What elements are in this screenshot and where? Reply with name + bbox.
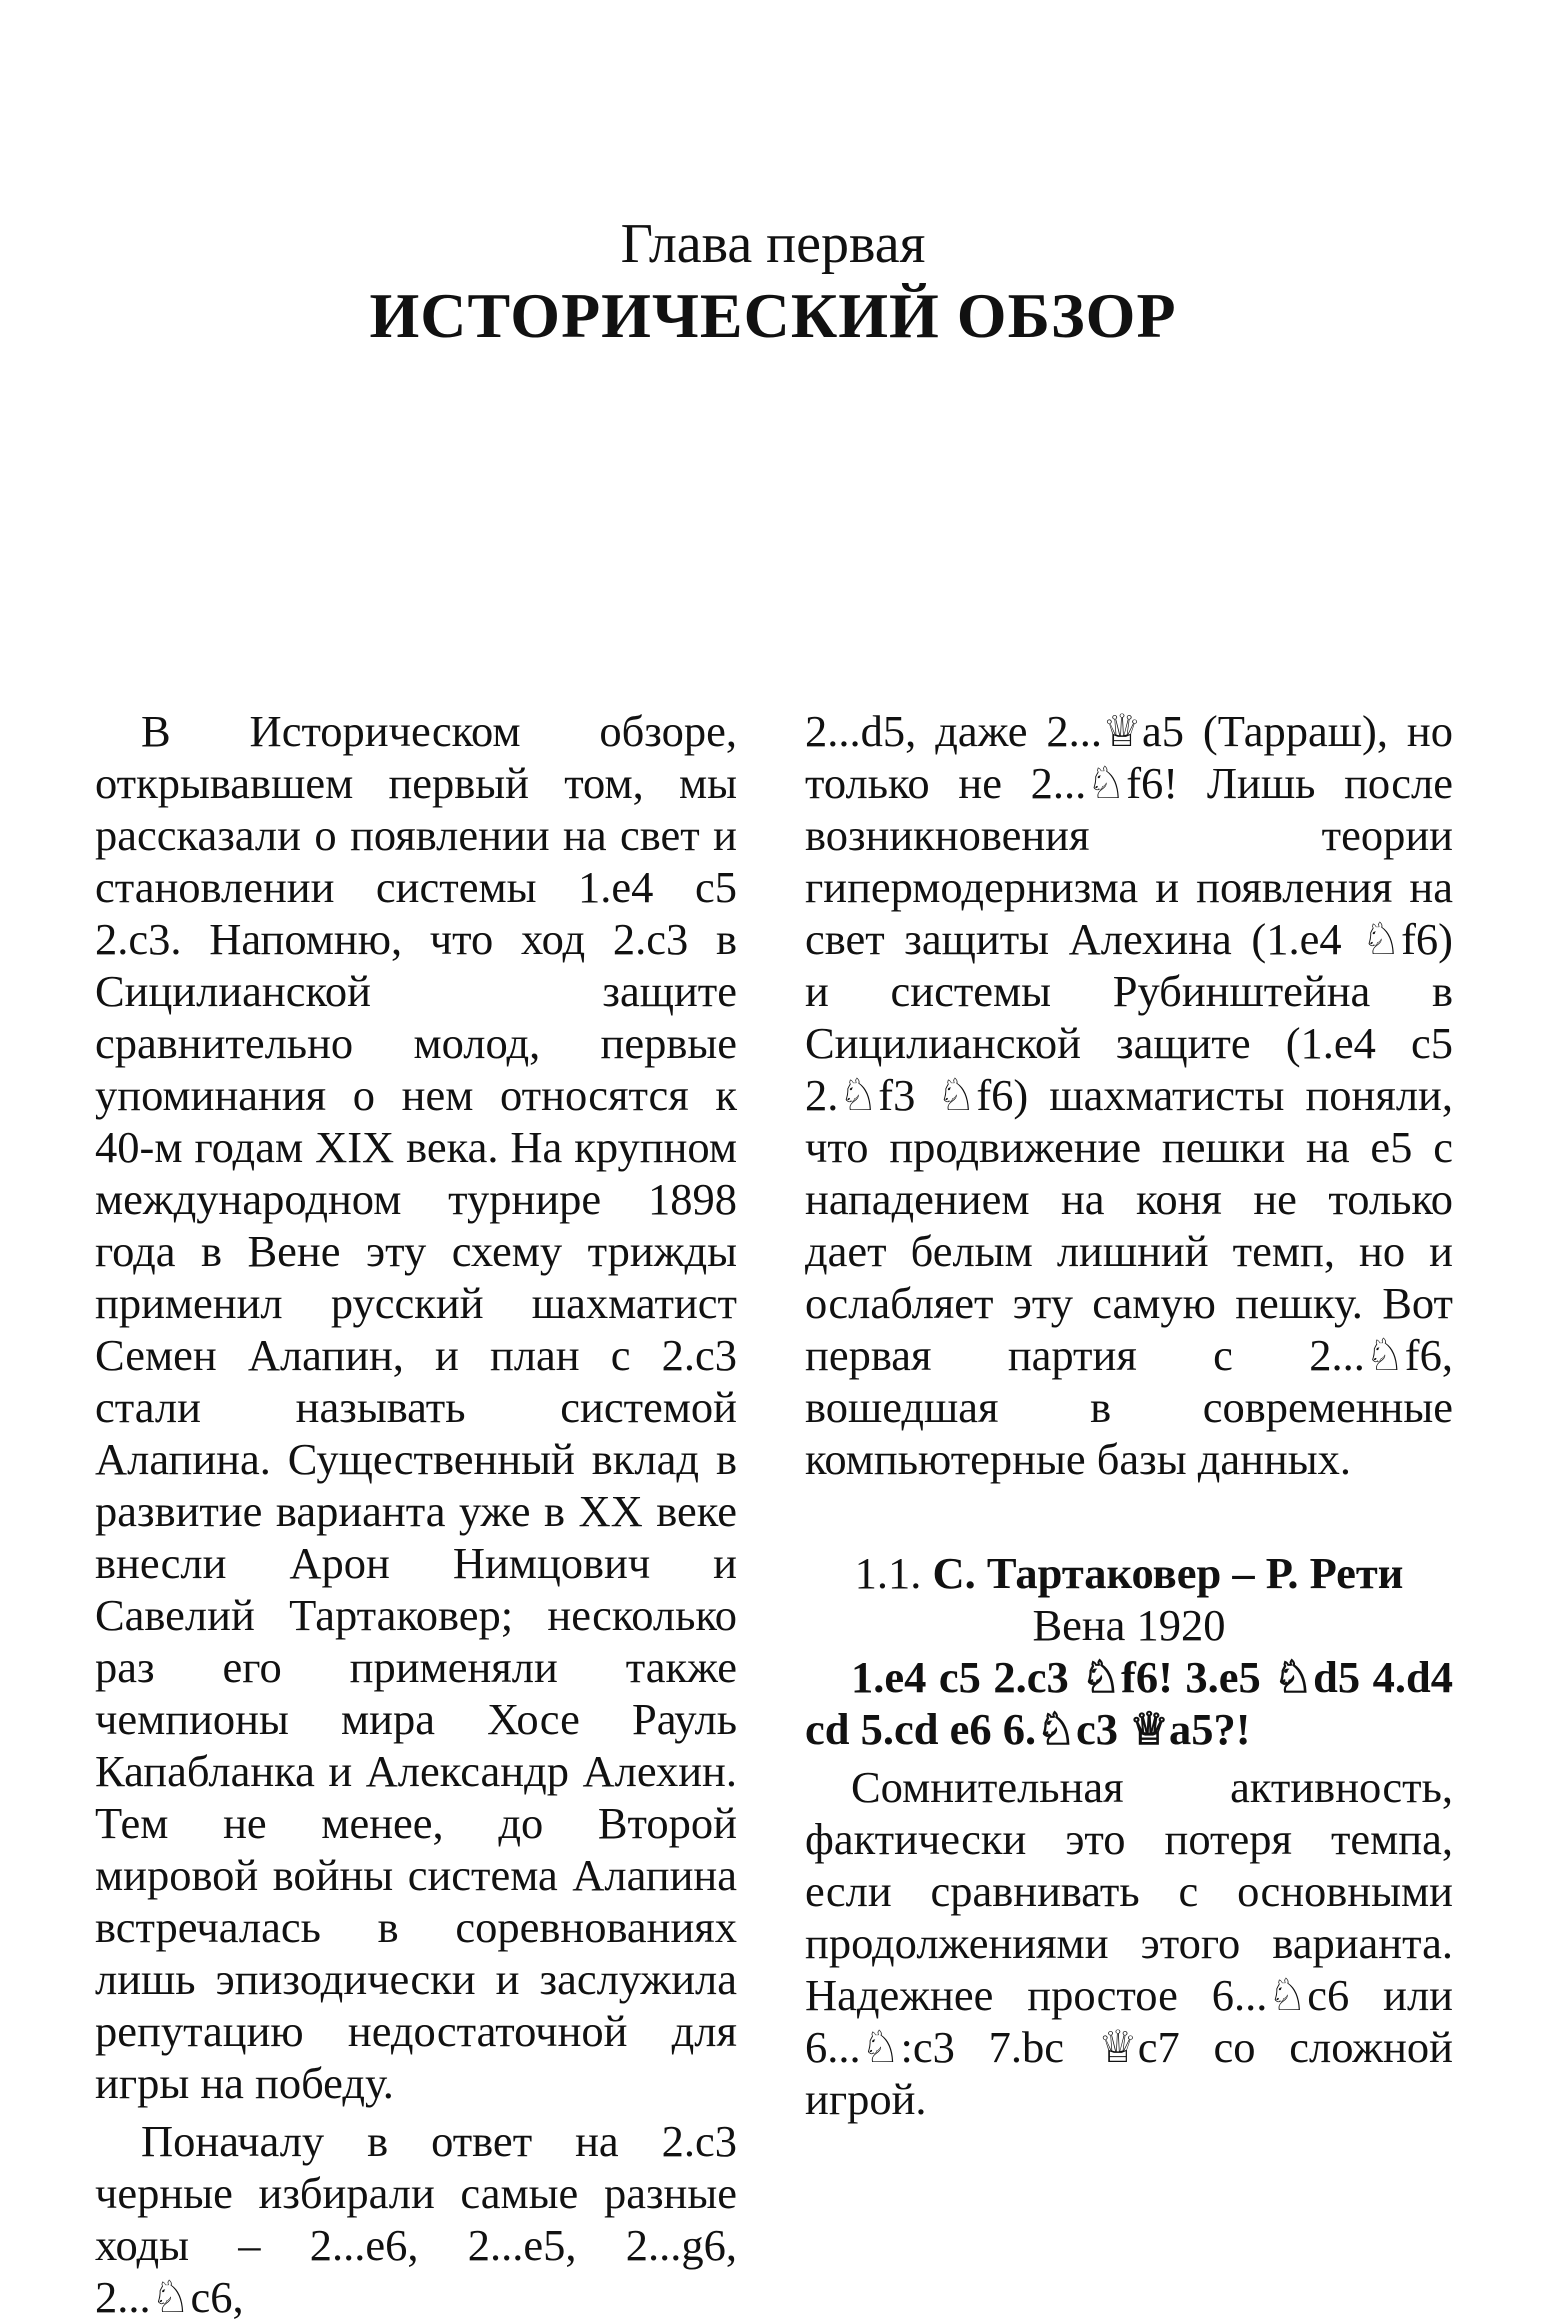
game-moves: 1.е4 с5 2.с3 ♘f6! 3.е5 ♘d5 4.d4 cd 5.cd е6 6.♘с3 ♕а5?! (805, 1652, 1453, 1754)
paragraph-continuation: 2...d5, даже 2...♕а5 (Тарраш), но только не 2...♘f6! Лишь после возникновения теории гипермодернизма и появления на свет защиты Алехина (1.е4 ♘f6) и системы Рубинштейна в Сицилианской защите (1.е4 с5 2.♘f3 ♘f6) шахматисты поняли, что продвижение пешки на е5 с нападением на коня не только дает белым лишний темп, но и ослабляет эту самую пешку. Вот первая партия с 2...♘f6, вошедшая в современные компьютерные базы данных. (805, 706, 1453, 1484)
chapter-title: ИСТОРИЧЕСКИЙ ОБЗОР (369, 280, 1177, 351)
chapter-label: Глава первая (620, 213, 926, 275)
game-players: С. Тартаковер – Р. Рети (932, 1548, 1404, 1598)
game-number: 1.1. (854, 1548, 922, 1598)
left-column (95, 705, 737, 2323)
game-block (805, 1547, 1453, 2125)
right-column (805, 705, 1453, 2125)
paragraph-history-intro: В Историческом обзоре, открывавшем первый том, мы рассказали о появлении на свет и становлении системы 1.е4 с5 2.с3. Напомню, что ход 2.с3 в Сицилианской защите сравнительно молод, первые упоминания о нем относятся к 40-м годам XIX века. На крупном международном турнире 1898 года в Вене эту схему трижды применил русский шахматист Семен Алапин, и план с 2.с3 стали называть системой Алапина. Существенный вклад в развитие варианта уже в XX веке внесли Арон Нимцович и Савелий Тартаковер; несколько раз его применяли также чемпионы мира Хосе Рауль Капабланка и Александр Алехин. Тем не менее, до Второй мировой войны система Алапина встречалась в соревнованиях лишь эпизодически и заслужила репутацию недостаточной для игры на победу. (95, 706, 737, 2108)
game-header (805, 1547, 1453, 1599)
paragraph-black-replies: Поначалу в ответ на 2.с3 черные избирали самые разные ходы – 2...е6, 2...е5, 2...g6, 2...♘с6, (95, 2116, 737, 2322)
paragraph-commentary: Сомнительная активность, фактически это потеря темпа, если сравнивать с основными продолжениями этого варианта. Надежнее простое 6...♘с6 или 6...♘:с3 7.bc ♕с7 со сложной игрой. (805, 1762, 1453, 2124)
game-venue: Вена 1920 (1032, 1600, 1226, 1650)
